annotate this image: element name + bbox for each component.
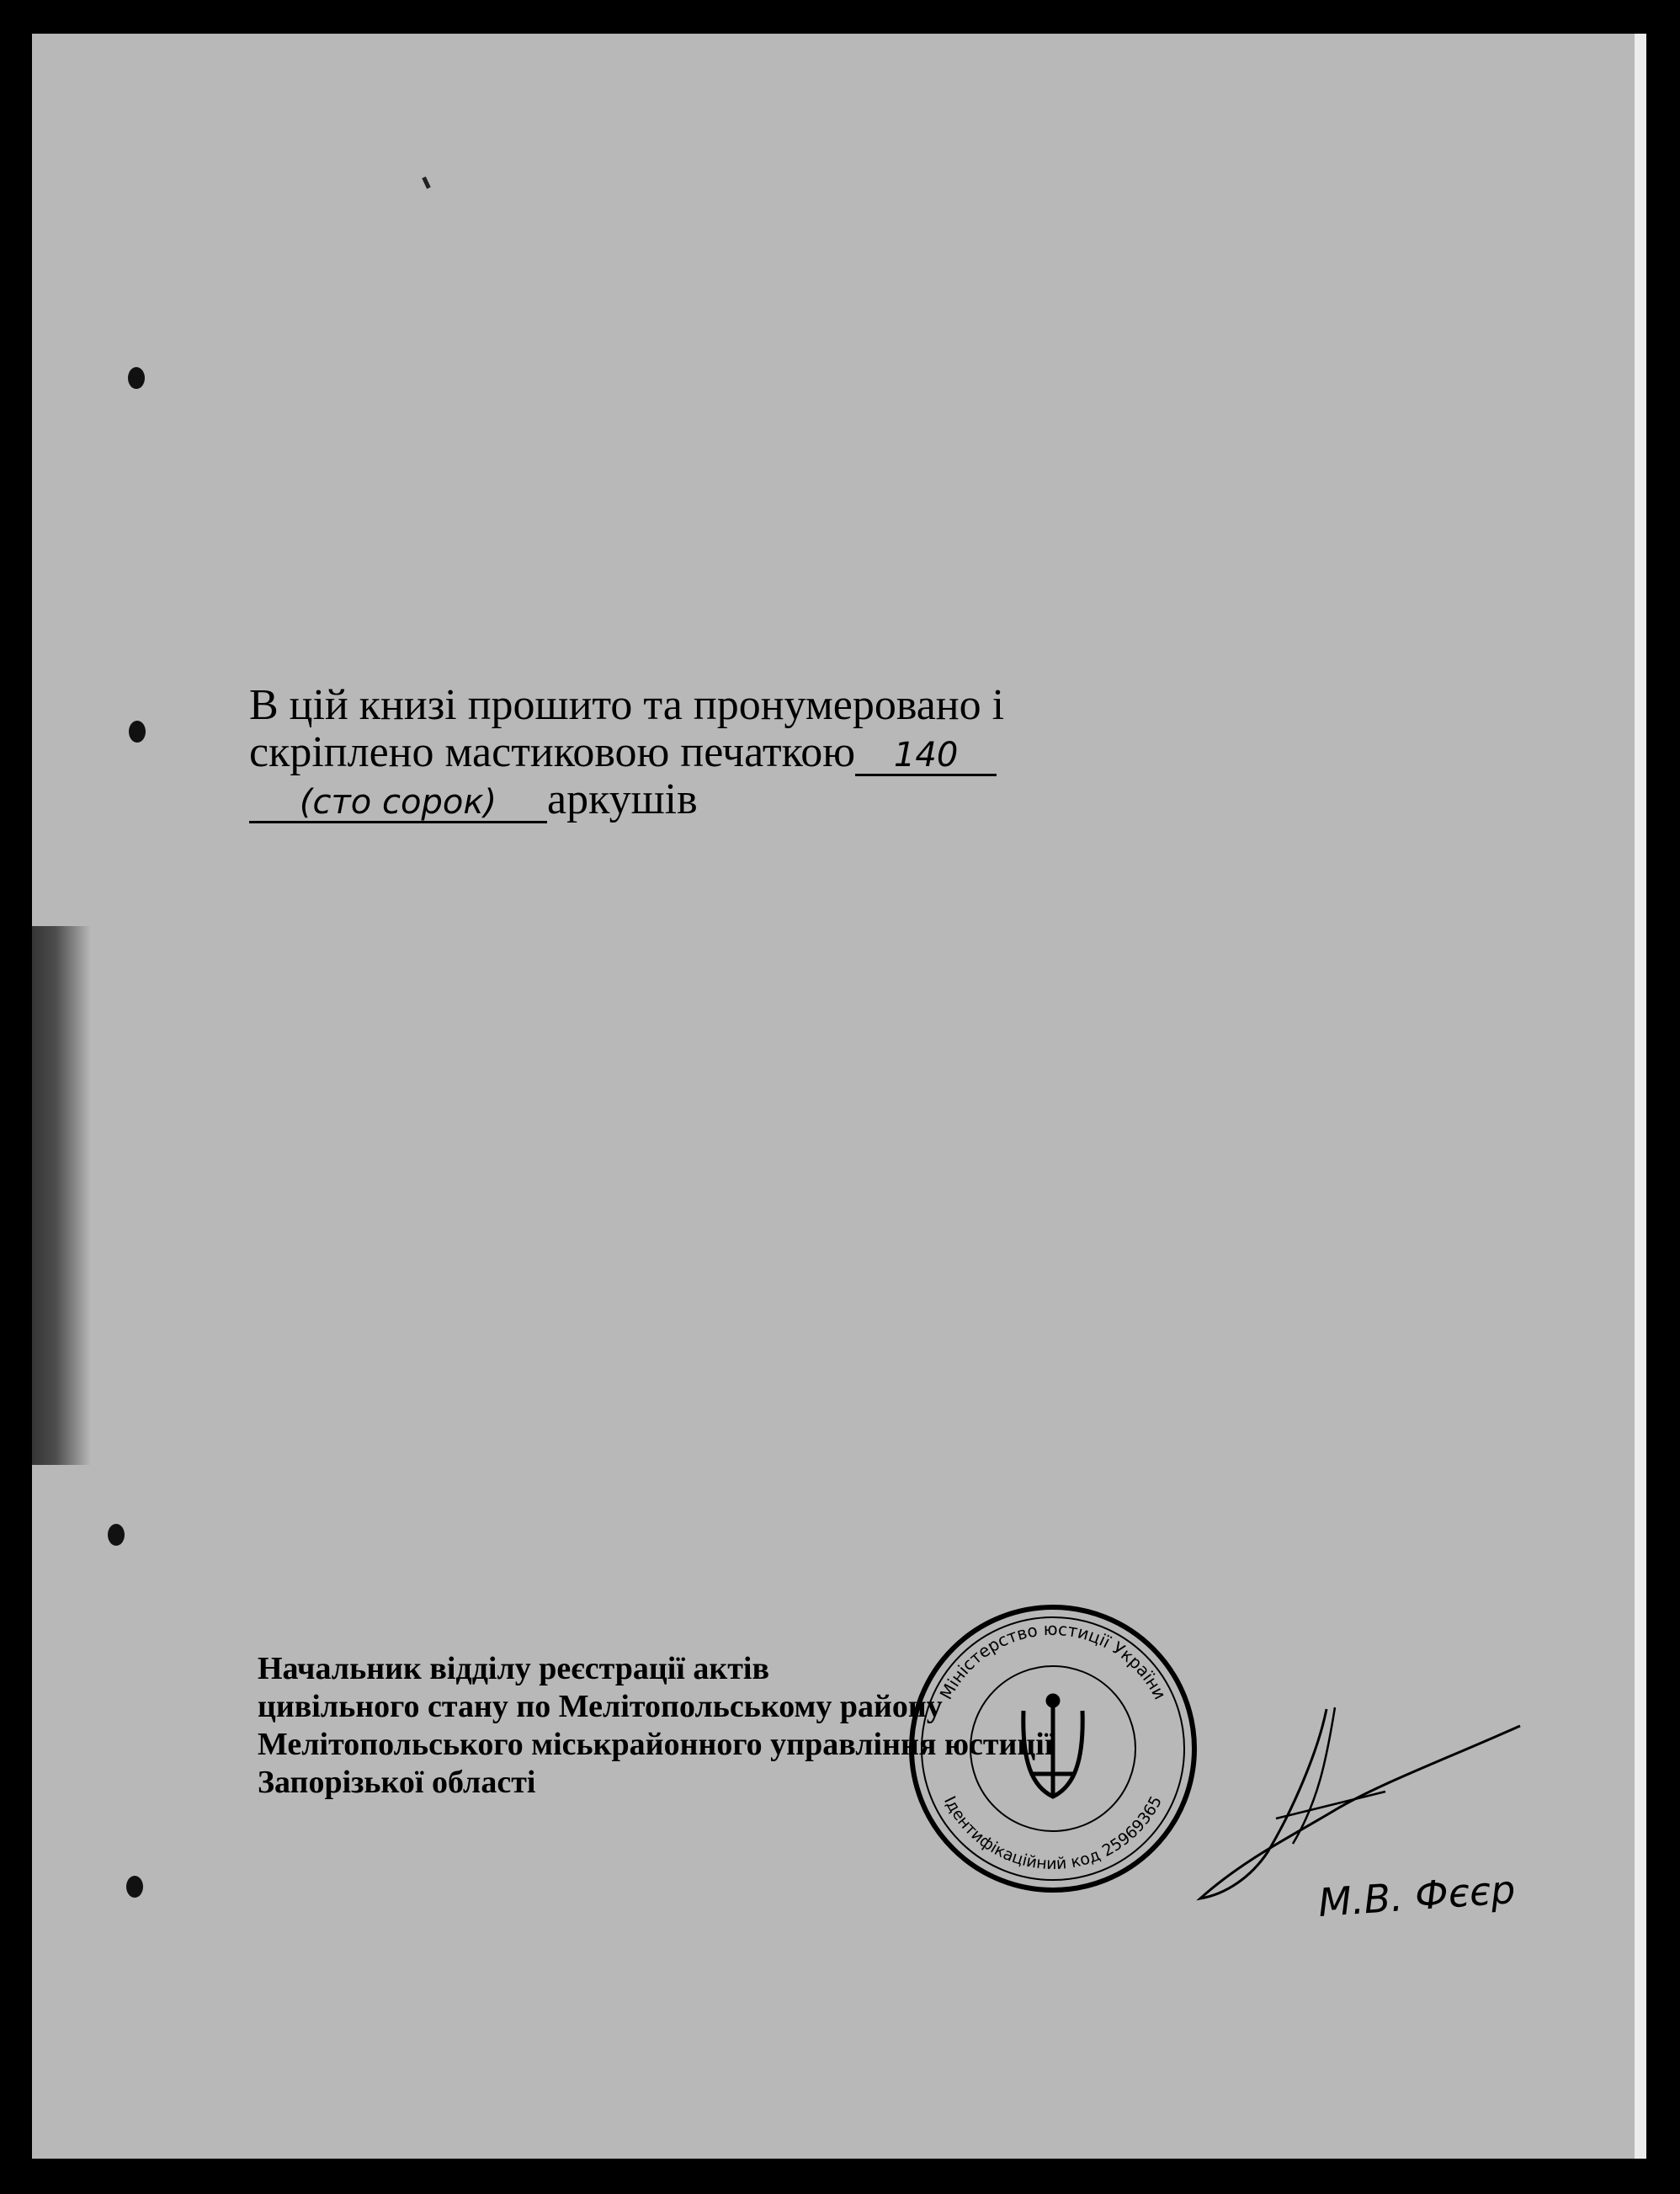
certification-line-2 (249, 729, 1175, 776)
official-title-line-1: Начальник відділу реєстрації актів (258, 1651, 769, 1686)
document-page (32, 34, 1646, 2159)
certification-line-3-text: аркушів (547, 775, 698, 823)
official-title-line-4: Запорізької області (258, 1765, 536, 1800)
punch-hole (108, 1524, 125, 1546)
punch-hole (129, 721, 146, 743)
seal-outer-text: Міністерство юстиції України (935, 1618, 1171, 1703)
punch-hole (128, 367, 145, 389)
scan-speck (422, 177, 430, 189)
signatory-name: М.В. Фєєр (1316, 1866, 1518, 1926)
certification-text (249, 682, 1175, 823)
official-title-line-2: цивільного стану по Мелітопольському району (258, 1689, 943, 1724)
official-seal (906, 1601, 1200, 1896)
seal-id-code: Ідентифікаційний код 25969365 (939, 1792, 1167, 1874)
page-edge-shadow (32, 926, 91, 1465)
sheet-count-words: (сто сорок) (249, 784, 547, 823)
trident-emblem-icon (1023, 1696, 1082, 1797)
official-title-line-3: Мелітопольського міськрайонного управління юстиції (258, 1727, 1054, 1762)
svg-text:Ідентифікаційний код 25969365 (940, 1793, 1166, 1873)
sheet-count-number: 140 (855, 737, 997, 776)
punch-hole (126, 1876, 143, 1898)
certification-line-1: В цій книзі прошито та пронумеровано і (249, 681, 1005, 729)
certification-line-2-text: скріплено мастиковою печаткою (249, 728, 856, 776)
certification-line-3 (249, 776, 1175, 823)
